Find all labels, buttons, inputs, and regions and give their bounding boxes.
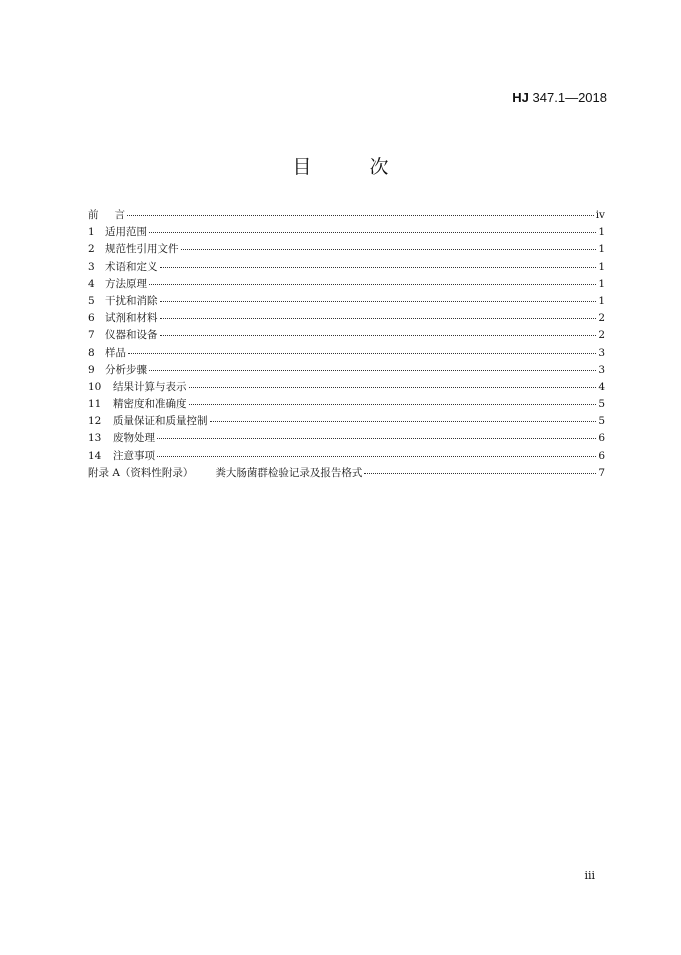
toc-entry-label: 仪器和设备 bbox=[105, 329, 158, 342]
toc-entry-number: 13 bbox=[88, 432, 102, 445]
toc-entry-label: 方法原理 bbox=[105, 277, 147, 290]
document-code bbox=[512, 90, 607, 105]
toc-dot-leader bbox=[160, 301, 597, 302]
toc-entry-11[interactable] bbox=[88, 396, 605, 413]
toc-entry-7[interactable] bbox=[88, 327, 605, 344]
toc-entry-page: 1 bbox=[598, 226, 605, 239]
toc-dot-leader bbox=[149, 370, 596, 371]
toc-dot-leader bbox=[157, 438, 596, 439]
toc-entry-1[interactable] bbox=[88, 224, 605, 241]
toc-entry-14[interactable] bbox=[88, 448, 605, 465]
toc-entry-4[interactable] bbox=[88, 276, 605, 293]
toc-entry-6[interactable] bbox=[88, 310, 605, 327]
document-code-prefix: HJ bbox=[512, 90, 529, 105]
toc-entry-page: 3 bbox=[598, 363, 605, 376]
toc-entry-label: 干扰和消除 bbox=[105, 294, 158, 307]
toc-dot-leader bbox=[149, 232, 596, 233]
toc-entry-foreword[interactable] bbox=[88, 207, 605, 224]
toc-entry-label: 质量保证和质量控制 bbox=[113, 415, 208, 428]
toc-entry-page: 1 bbox=[598, 294, 605, 307]
toc-entry-number: 7 bbox=[88, 329, 95, 342]
toc-entry-number: 12 bbox=[88, 415, 102, 428]
toc-entry-2[interactable] bbox=[88, 241, 605, 258]
toc-entry-label: 废物处理 bbox=[113, 432, 155, 445]
toc-entry-5[interactable] bbox=[88, 293, 605, 310]
toc-entry-number: 9 bbox=[88, 363, 95, 376]
toc-dot-leader bbox=[149, 284, 596, 285]
toc-entry-number: 11 bbox=[88, 398, 102, 411]
toc-dot-leader bbox=[160, 318, 597, 319]
toc-entry-page: 4 bbox=[598, 380, 605, 393]
toc-entry-label: 规范性引用文件 bbox=[105, 243, 179, 256]
toc-dot-leader bbox=[210, 421, 597, 422]
toc-dot-leader bbox=[189, 387, 597, 388]
toc-entry-12[interactable] bbox=[88, 413, 605, 430]
toc-entry-page: 1 bbox=[598, 277, 605, 290]
toc-entry-label: 适用范围 bbox=[105, 226, 147, 239]
toc-entry-label: 分析步骤 bbox=[105, 363, 147, 376]
toc-entry-number: 8 bbox=[88, 346, 95, 359]
toc-entry-number: 10 bbox=[88, 380, 102, 393]
toc-entry-appendix-a[interactable] bbox=[88, 465, 605, 482]
document-code-number: 347.1—2018 bbox=[532, 90, 607, 105]
toc-entry-label: 言 bbox=[114, 209, 125, 221]
toc-entry-number: 3 bbox=[88, 260, 95, 273]
toc-entry-page: 5 bbox=[598, 398, 605, 411]
toc-entry-number: 5 bbox=[88, 294, 95, 307]
toc-entry-number: 14 bbox=[88, 449, 102, 462]
toc-entry-page: 1 bbox=[598, 243, 605, 256]
toc-entry-number: 前 bbox=[88, 209, 99, 221]
toc-entry-label: 精密度和准确度 bbox=[113, 398, 187, 411]
toc-dot-leader bbox=[181, 249, 597, 250]
toc-entry-number: 附录 A（资料性附录） bbox=[88, 466, 194, 479]
toc-entry-9[interactable] bbox=[88, 362, 605, 379]
toc-dot-leader bbox=[128, 353, 596, 354]
toc-entry-3[interactable] bbox=[88, 259, 605, 276]
toc-entry-page: 7 bbox=[598, 466, 605, 479]
toc-dot-leader bbox=[160, 267, 597, 268]
toc-entry-label: 注意事项 bbox=[113, 449, 155, 462]
toc-dot-leader bbox=[157, 456, 596, 457]
page-number: iii bbox=[584, 869, 595, 882]
toc-dot-leader bbox=[364, 473, 596, 474]
toc-entry-page: 3 bbox=[598, 346, 605, 359]
toc-entry-13[interactable] bbox=[88, 430, 605, 447]
toc-entry-number: 2 bbox=[88, 243, 95, 256]
toc-entry-label: 结果计算与表示 bbox=[113, 380, 187, 393]
toc-dot-leader bbox=[189, 404, 597, 405]
toc-entry-page: 1 bbox=[598, 260, 605, 273]
toc-entry-10[interactable] bbox=[88, 379, 605, 396]
table-of-contents bbox=[88, 207, 605, 482]
toc-entry-page: 2 bbox=[598, 312, 605, 325]
toc-entry-page: 6 bbox=[598, 449, 605, 462]
toc-entry-page: 6 bbox=[598, 432, 605, 445]
toc-entry-label: 试剂和材料 bbox=[105, 312, 158, 325]
toc-entry-page: 5 bbox=[598, 415, 605, 428]
toc-entry-number: 4 bbox=[88, 277, 95, 290]
toc-entry-label: 样品 bbox=[105, 346, 126, 359]
toc-entry-8[interactable] bbox=[88, 345, 605, 362]
toc-dot-leader bbox=[127, 215, 594, 216]
toc-entry-page: 2 bbox=[598, 329, 605, 342]
toc-entry-label: 粪大肠菌群检验记录及报告格式 bbox=[215, 466, 363, 479]
toc-dot-leader bbox=[160, 335, 597, 336]
toc-entry-label: 术语和定义 bbox=[105, 260, 158, 273]
toc-entry-number: 6 bbox=[88, 312, 95, 325]
toc-entry-number: 1 bbox=[88, 226, 95, 239]
toc-entry-page: iv bbox=[595, 209, 605, 221]
toc-title: 目 次 bbox=[292, 156, 415, 178]
